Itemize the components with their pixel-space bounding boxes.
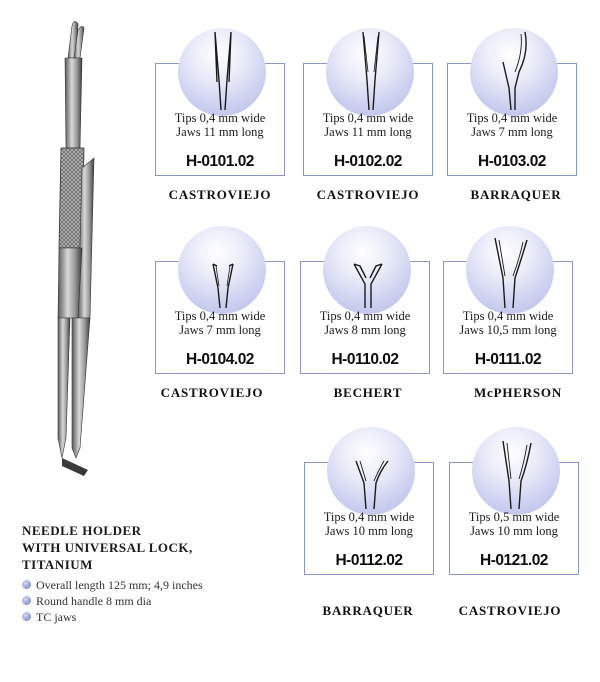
title-line-2: WITH UNIVERSAL LOCK, [22, 540, 193, 555]
tip-specs [155, 309, 285, 337]
feature-item [22, 577, 262, 593]
feature-text: Round handle 8 mm dia [36, 594, 152, 608]
product-code: H-0110.02 [331, 351, 399, 368]
jaw-tip-icon [352, 431, 392, 509]
product-card [449, 427, 581, 577]
product-name: McPHERSON [473, 385, 563, 400]
product-code: H-0111.02 [474, 351, 542, 368]
product-card [300, 226, 432, 376]
feature-item [22, 609, 262, 625]
product-code: H-0112.02 [335, 552, 403, 569]
product-code: H-0104.02 [186, 351, 254, 368]
jaw-tip-icon [491, 230, 531, 308]
jaw-tip-icon [203, 230, 243, 308]
jaws-length: Jaws 10 mm long [470, 524, 558, 538]
product-name: CASTROVIEJO [160, 385, 264, 400]
bullet-icon [22, 596, 31, 605]
product-card [447, 28, 579, 178]
tips-width: Tips 0,4 mm wide [174, 309, 266, 323]
product-code: H-0103.02 [478, 153, 546, 170]
description-title [22, 522, 262, 573]
jaws-length: Jaws 11 mm long [176, 125, 264, 139]
jaws-length: Jaws 7 mm long [471, 125, 553, 139]
tip-specs [443, 309, 573, 337]
tip-specs [304, 510, 434, 538]
needle-holder-illustration [18, 18, 128, 478]
title-line-3: TITANIUM [22, 557, 93, 572]
title-line-1: NEEDLE HOLDER [22, 523, 142, 538]
product-name: BARRAQUER [322, 603, 414, 618]
feature-text: TC jaws [36, 610, 77, 624]
jaws-length: Jaws 7 mm long [179, 323, 261, 337]
product-description [22, 522, 262, 625]
bullet-icon [22, 580, 31, 589]
jaws-length: Jaws 10,5 mm long [459, 323, 557, 337]
product-card [443, 226, 575, 376]
tip-specs [449, 510, 579, 538]
tips-width: Tips 0,4 mm wide [322, 111, 414, 125]
tips-width: Tips 0,4 mm wide [319, 309, 411, 323]
jaw-tip-icon [203, 32, 243, 110]
jaws-length: Jaws 8 mm long [324, 323, 406, 337]
feature-item [22, 593, 262, 609]
product-name: BARRAQUER [470, 187, 562, 202]
product-code: H-0121.02 [480, 552, 548, 569]
product-card [304, 427, 436, 577]
feature-list [22, 577, 262, 625]
product-code: H-0101.02 [186, 153, 254, 170]
product-card [303, 28, 435, 178]
jaws-length: Jaws 11 mm long [324, 125, 412, 139]
tips-width: Tips 0,4 mm wide [466, 111, 558, 125]
tip-specs [447, 111, 577, 139]
tips-width: Tips 0,5 mm wide [468, 510, 560, 524]
bullet-icon [22, 612, 31, 621]
tips-width: Tips 0,4 mm wide [462, 309, 554, 323]
jaw-tip-icon [351, 32, 391, 110]
tip-specs [155, 111, 285, 139]
product-card [155, 28, 287, 178]
jaws-length: Jaws 10 mm long [325, 524, 413, 538]
tips-width: Tips 0,4 mm wide [174, 111, 266, 125]
product-name: CASTROVIEJO [168, 187, 272, 202]
product-name: CASTROVIEJO [316, 187, 420, 202]
product-name: BECHERT [333, 385, 403, 400]
tips-width: Tips 0,4 mm wide [323, 510, 415, 524]
product-card [155, 226, 287, 376]
tip-specs [300, 309, 430, 337]
jaw-tip-icon [497, 431, 537, 509]
jaw-tip-icon [348, 230, 388, 308]
feature-text: Overall length 125 mm; 4,9 inches [36, 578, 203, 592]
product-code: H-0102.02 [334, 153, 402, 170]
jaw-tip-icon [495, 32, 535, 110]
product-name: CASTROVIEJO [458, 603, 562, 618]
tip-specs [303, 111, 433, 139]
